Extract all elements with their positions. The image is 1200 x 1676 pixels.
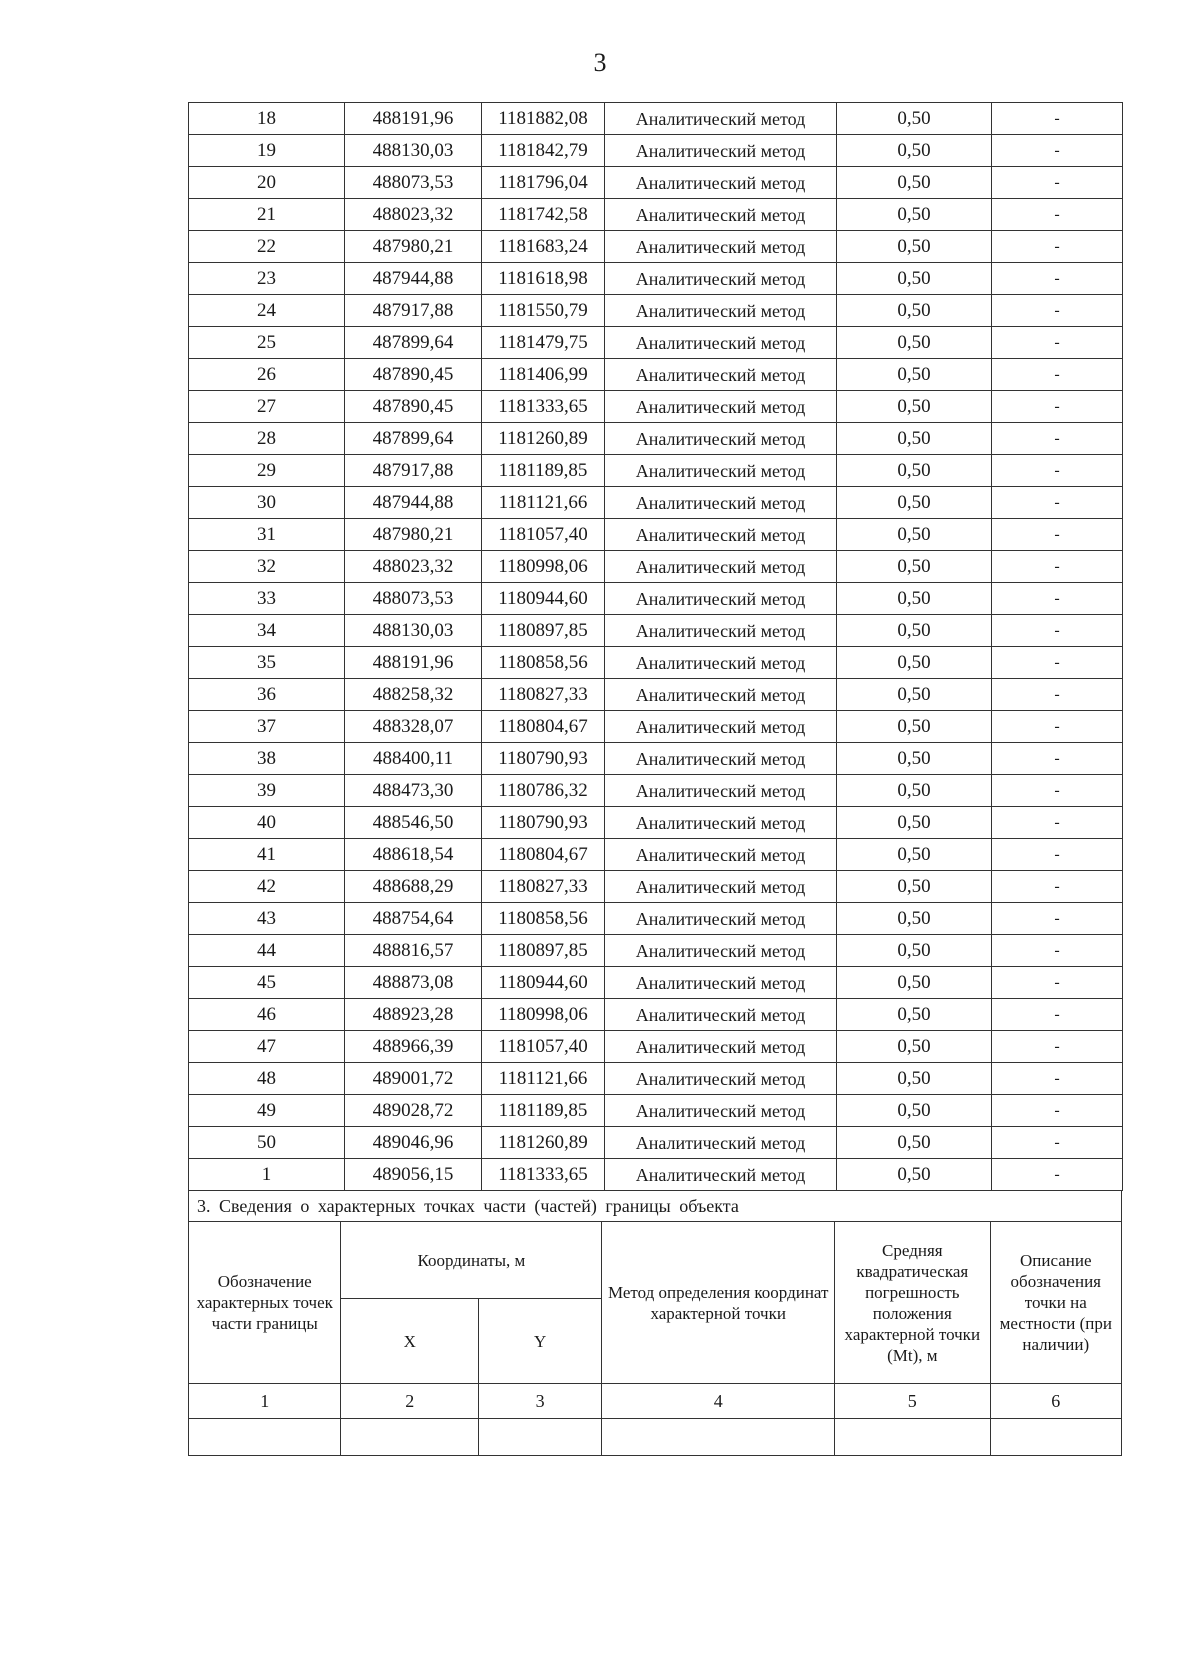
description-cell: - [992,679,1123,711]
coordinates-table [188,102,1123,1191]
mean-error-cell: 0,50 [837,647,992,679]
description-cell: - [992,487,1123,519]
x-coordinate-cell: 489056,15 [345,1159,482,1191]
mean-error-cell: 0,50 [837,455,992,487]
point-number-cell: 49 [189,1095,345,1127]
table-row [189,263,1123,295]
y-coordinate-cell: 1180804,67 [482,711,605,743]
y-coordinate-cell: 1180998,06 [482,551,605,583]
mean-error-cell: 0,50 [837,839,992,871]
description-cell: - [992,135,1123,167]
description-cell: - [992,1159,1123,1191]
x-coordinate-cell: 488073,53 [345,167,482,199]
x-coordinate-cell: 488073,53 [345,583,482,615]
description-cell: - [992,711,1123,743]
method-cell: Аналитический метод [605,551,837,583]
method-cell: Аналитический метод [605,999,837,1031]
table-row [189,999,1123,1031]
y-coordinate-cell: 1181121,66 [482,1063,605,1095]
point-number-cell: 45 [189,967,345,999]
mean-error-cell: 0,50 [837,711,992,743]
y-coordinate-cell: 1181742,58 [482,199,605,231]
mean-error-cell: 0,50 [837,519,992,551]
method-cell: Аналитический метод [605,871,837,903]
mean-error-cell: 0,50 [837,807,992,839]
header-x: X [341,1299,478,1384]
point-number-cell: 35 [189,647,345,679]
table-row [189,551,1123,583]
mean-error-cell: 0,50 [837,103,992,135]
point-number-cell: 21 [189,199,345,231]
mean-error-cell: 0,50 [837,231,992,263]
column-number: 4 [602,1384,835,1419]
mean-error-cell: 0,50 [837,1127,992,1159]
point-number-cell: 27 [189,391,345,423]
point-number-cell: 20 [189,167,345,199]
y-coordinate-cell: 1181796,04 [482,167,605,199]
description-cell: - [992,551,1123,583]
point-number-cell: 39 [189,775,345,807]
x-coordinate-cell: 488546,50 [345,807,482,839]
point-number-cell: 1 [189,1159,345,1191]
method-cell: Аналитический метод [605,1127,837,1159]
y-coordinate-cell: 1181882,08 [482,103,605,135]
mean-error-cell: 0,50 [837,423,992,455]
header-y: Y [478,1299,601,1384]
method-cell: Аналитический метод [605,1031,837,1063]
description-cell: - [992,1031,1123,1063]
mean-error-cell: 0,50 [837,1063,992,1095]
header-point-designation: Обозначение характерных точек части границы [189,1222,341,1384]
description-cell: - [992,967,1123,999]
description-cell: - [992,519,1123,551]
mean-error-cell: 0,50 [837,1159,992,1191]
x-coordinate-cell: 489046,96 [345,1127,482,1159]
column-number: 5 [835,1384,990,1419]
empty-cell [602,1419,835,1456]
y-coordinate-cell: 1181618,98 [482,263,605,295]
method-cell: Аналитический метод [605,455,837,487]
method-cell: Аналитический метод [605,1095,837,1127]
y-coordinate-cell: 1181550,79 [482,295,605,327]
point-number-cell: 29 [189,455,345,487]
point-number-cell: 42 [189,871,345,903]
description-cell: - [992,359,1123,391]
table-row [189,967,1123,999]
description-cell: - [992,295,1123,327]
method-cell: Аналитический метод [605,583,837,615]
description-cell: - [992,999,1123,1031]
mean-error-cell: 0,50 [837,999,992,1031]
table-row [189,807,1123,839]
method-cell: Аналитический метод [605,967,837,999]
method-cell: Аналитический метод [605,391,837,423]
point-number-cell: 41 [189,839,345,871]
table-row [189,679,1123,711]
point-number-cell: 50 [189,1127,345,1159]
y-coordinate-cell: 1180827,33 [482,871,605,903]
table-row [189,1159,1123,1191]
x-coordinate-cell: 487890,45 [345,391,482,423]
x-coordinate-cell: 487944,88 [345,487,482,519]
point-number-cell: 33 [189,583,345,615]
y-coordinate-cell: 1181683,24 [482,231,605,263]
description-cell: - [992,231,1123,263]
page-number: 3 [593,48,607,77]
description-cell: - [992,583,1123,615]
table-row [189,711,1123,743]
x-coordinate-cell: 488816,57 [345,935,482,967]
y-coordinate-cell: 1181333,65 [482,1159,605,1191]
x-coordinate-cell: 487980,21 [345,231,482,263]
description-cell: - [992,167,1123,199]
mean-error-cell: 0,50 [837,583,992,615]
mean-error-cell: 0,50 [837,327,992,359]
table-row [189,135,1123,167]
y-coordinate-cell: 1181057,40 [482,1031,605,1063]
description-cell: - [992,743,1123,775]
empty-cell [990,1419,1121,1456]
y-coordinate-cell: 1181479,75 [482,327,605,359]
y-coordinate-cell: 1180998,06 [482,999,605,1031]
y-coordinate-cell: 1180897,85 [482,935,605,967]
x-coordinate-cell: 488618,54 [345,839,482,871]
table-row [189,1095,1123,1127]
table-row [189,199,1123,231]
point-number-cell: 38 [189,743,345,775]
mean-error-cell: 0,50 [837,359,992,391]
method-cell: Аналитический метод [605,743,837,775]
x-coordinate-cell: 488923,28 [345,999,482,1031]
point-number-cell: 43 [189,903,345,935]
x-coordinate-cell: 488130,03 [345,135,482,167]
method-cell: Аналитический метод [605,711,837,743]
point-number-cell: 34 [189,615,345,647]
method-cell: Аналитический метод [605,1159,837,1191]
table-row [189,1127,1123,1159]
empty-cell [835,1419,990,1456]
point-number-cell: 37 [189,711,345,743]
mean-error-cell: 0,50 [837,935,992,967]
method-cell: Аналитический метод [605,1063,837,1095]
table-row [189,327,1123,359]
table-row [189,455,1123,487]
point-number-cell: 46 [189,999,345,1031]
coordinates-table-body [189,103,1123,1191]
mean-error-cell: 0,50 [837,903,992,935]
mean-error-cell: 0,50 [837,615,992,647]
x-coordinate-cell: 488023,32 [345,199,482,231]
table-row [189,167,1123,199]
y-coordinate-cell: 1181406,99 [482,359,605,391]
mean-error-cell: 0,50 [837,295,992,327]
y-coordinate-cell: 1180858,56 [482,903,605,935]
column-number: 2 [341,1384,478,1419]
x-coordinate-cell: 487899,64 [345,327,482,359]
method-cell: Аналитический метод [605,199,837,231]
point-number-cell: 28 [189,423,345,455]
description-cell: - [992,1063,1123,1095]
point-number-cell: 26 [189,359,345,391]
description-cell: - [992,263,1123,295]
x-coordinate-cell: 488873,08 [345,967,482,999]
x-coordinate-cell: 487980,21 [345,519,482,551]
x-coordinate-cell: 488400,11 [345,743,482,775]
mean-error-cell: 0,50 [837,871,992,903]
method-cell: Аналитический метод [605,327,837,359]
y-coordinate-cell: 1181260,89 [482,423,605,455]
table-row [189,391,1123,423]
method-cell: Аналитический метод [605,839,837,871]
table-row [189,231,1123,263]
method-cell: Аналитический метод [605,359,837,391]
y-coordinate-cell: 1181260,89 [482,1127,605,1159]
method-cell: Аналитический метод [605,775,837,807]
point-number-cell: 36 [189,679,345,711]
description-cell: - [992,103,1123,135]
x-coordinate-cell: 487917,88 [345,295,482,327]
point-number-cell: 40 [189,807,345,839]
x-coordinate-cell: 487899,64 [345,423,482,455]
table-row [189,359,1123,391]
point-number-cell: 30 [189,487,345,519]
x-coordinate-cell: 488966,39 [345,1031,482,1063]
point-number-cell: 31 [189,519,345,551]
method-cell: Аналитический метод [605,231,837,263]
table-row [189,647,1123,679]
point-number-cell: 48 [189,1063,345,1095]
mean-error-cell: 0,50 [837,199,992,231]
method-cell: Аналитический метод [605,487,837,519]
table-row [189,615,1123,647]
table-row [189,583,1123,615]
header-mean-error: Средняя квадратическая погрешность положения характерной точки (Mt), м [835,1222,990,1384]
mean-error-cell: 0,50 [837,1095,992,1127]
x-coordinate-cell: 488191,96 [345,103,482,135]
empty-row [189,1419,1122,1456]
method-cell: Аналитический метод [605,647,837,679]
empty-cell [189,1419,341,1456]
y-coordinate-cell: 1180944,60 [482,583,605,615]
y-coordinate-cell: 1180944,60 [482,967,605,999]
table-row [189,295,1123,327]
table-row [189,1063,1123,1095]
y-coordinate-cell: 1181189,85 [482,1095,605,1127]
x-coordinate-cell: 487917,88 [345,455,482,487]
method-cell: Аналитический метод [605,423,837,455]
header-description: Описание обозначения точки на местности (при наличии) [990,1222,1121,1384]
empty-cell [341,1419,478,1456]
mean-error-cell: 0,50 [837,135,992,167]
method-cell: Аналитический метод [605,679,837,711]
y-coordinate-cell: 1181333,65 [482,391,605,423]
description-cell: - [992,1127,1123,1159]
method-cell: Аналитический метод [605,615,837,647]
y-coordinate-cell: 1181057,40 [482,519,605,551]
description-cell: - [992,391,1123,423]
point-number-cell: 25 [189,327,345,359]
point-number-cell: 22 [189,231,345,263]
point-number-cell: 19 [189,135,345,167]
point-number-cell: 47 [189,1031,345,1063]
description-cell: - [992,839,1123,871]
method-cell: Аналитический метод [605,903,837,935]
table-row [189,487,1123,519]
header-coordinates: Координаты, м [341,1222,602,1299]
table-row [189,103,1123,135]
y-coordinate-cell: 1180827,33 [482,679,605,711]
x-coordinate-cell: 489028,72 [345,1095,482,1127]
y-coordinate-cell: 1180790,93 [482,743,605,775]
x-coordinate-cell: 488191,96 [345,647,482,679]
description-cell: - [992,327,1123,359]
description-cell: - [992,1095,1123,1127]
y-coordinate-cell: 1180858,56 [482,647,605,679]
mean-error-cell: 0,50 [837,1031,992,1063]
method-cell: Аналитический метод [605,263,837,295]
table-row [189,903,1123,935]
x-coordinate-cell: 489001,72 [345,1063,482,1095]
mean-error-cell: 0,50 [837,263,992,295]
section-3-title: 3. Сведения о характерных точках части (частей) границы объекта [188,1191,1122,1221]
point-number-cell: 44 [189,935,345,967]
table-row [189,519,1123,551]
table-row [189,1031,1123,1063]
point-number-cell: 18 [189,103,345,135]
x-coordinate-cell: 488023,32 [345,551,482,583]
header-method: Метод определения координат характерной точки [602,1222,835,1384]
table-row [189,839,1123,871]
table-row [189,935,1123,967]
table-row [189,743,1123,775]
table-row [189,871,1123,903]
mean-error-cell: 0,50 [837,487,992,519]
x-coordinate-cell: 488258,32 [345,679,482,711]
method-cell: Аналитический метод [605,135,837,167]
description-cell: - [992,903,1123,935]
coordinates-sheet [188,102,1122,1456]
y-coordinate-cell: 1180790,93 [482,807,605,839]
y-coordinate-cell: 1180804,67 [482,839,605,871]
description-cell: - [992,647,1123,679]
description-cell: - [992,423,1123,455]
x-coordinate-cell: 488754,64 [345,903,482,935]
mean-error-cell: 0,50 [837,391,992,423]
y-coordinate-cell: 1181189,85 [482,455,605,487]
method-cell: Аналитический метод [605,167,837,199]
x-coordinate-cell: 488473,30 [345,775,482,807]
description-cell: - [992,775,1123,807]
mean-error-cell: 0,50 [837,679,992,711]
table-row [189,775,1123,807]
column-number: 3 [478,1384,601,1419]
description-cell: - [992,935,1123,967]
y-coordinate-cell: 1180786,32 [482,775,605,807]
point-number-cell: 24 [189,295,345,327]
method-cell: Аналитический метод [605,935,837,967]
column-number: 1 [189,1384,341,1419]
description-cell: - [992,807,1123,839]
description-cell: - [992,199,1123,231]
method-cell: Аналитический метод [605,295,837,327]
empty-cell [478,1419,601,1456]
y-coordinate-cell: 1180897,85 [482,615,605,647]
x-coordinate-cell: 487890,45 [345,359,482,391]
column-number: 6 [990,1384,1121,1419]
y-coordinate-cell: 1181121,66 [482,487,605,519]
method-cell: Аналитический метод [605,519,837,551]
mean-error-cell: 0,50 [837,775,992,807]
point-number-cell: 23 [189,263,345,295]
x-coordinate-cell: 488328,07 [345,711,482,743]
x-coordinate-cell: 488130,03 [345,615,482,647]
mean-error-cell: 0,50 [837,167,992,199]
section-3-table [188,1221,1122,1456]
method-cell: Аналитический метод [605,807,837,839]
mean-error-cell: 0,50 [837,967,992,999]
description-cell: - [992,615,1123,647]
description-cell: - [992,871,1123,903]
point-number-cell: 32 [189,551,345,583]
description-cell: - [992,455,1123,487]
mean-error-cell: 0,50 [837,551,992,583]
mean-error-cell: 0,50 [837,743,992,775]
method-cell: Аналитический метод [605,103,837,135]
x-coordinate-cell: 487944,88 [345,263,482,295]
x-coordinate-cell: 488688,29 [345,871,482,903]
table-row [189,423,1123,455]
y-coordinate-cell: 1181842,79 [482,135,605,167]
